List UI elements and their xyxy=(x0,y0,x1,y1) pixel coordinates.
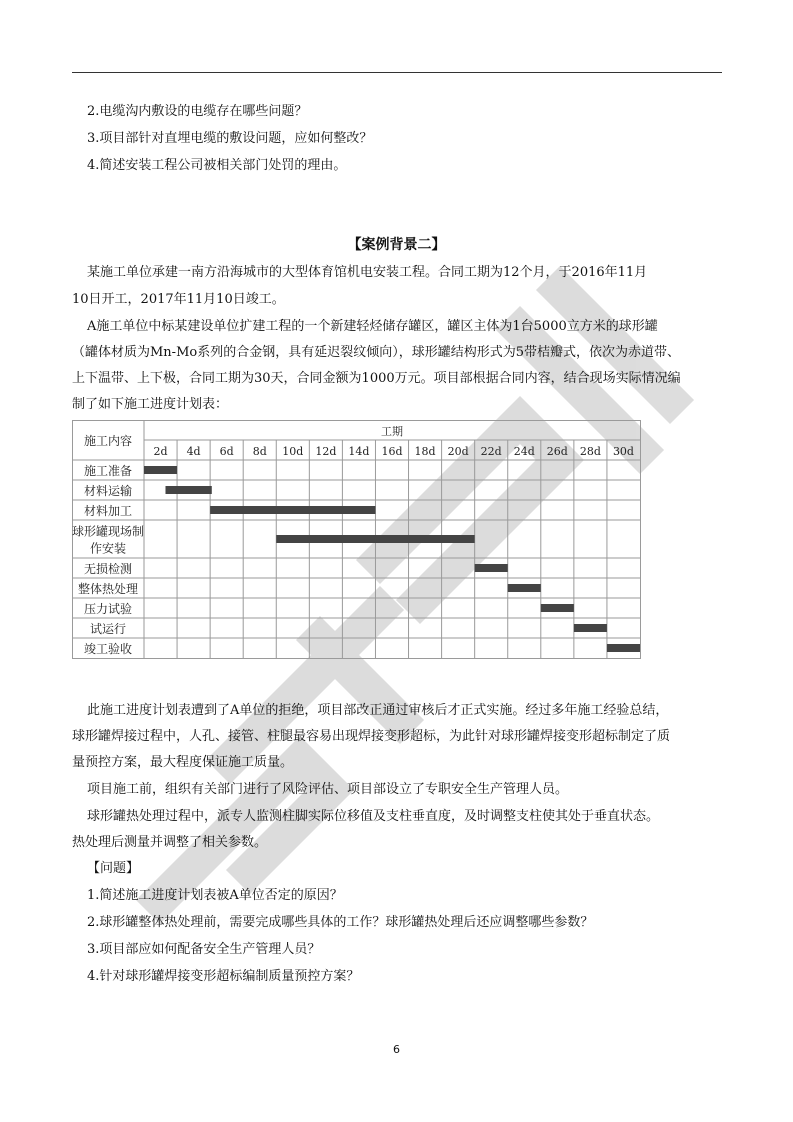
period-tick-label: 14d xyxy=(348,445,370,458)
paragraph2-line3: 上下温带、上下极，合同工期为30天，合同金额为1000万元。项目部根据合同内容，结合现场实际情况编 xyxy=(72,371,681,386)
period-tick-label: 2d xyxy=(153,445,168,458)
question-1: 1.简述施工进度计划表被A单位否定的原因？ xyxy=(87,888,343,903)
question-4: 4.针对球形罐焊接变形超标编制质量预控方案？ xyxy=(87,969,360,984)
prev-question-2: 2.电缆沟内敷设的电缆存在哪些问题？ xyxy=(87,104,308,119)
task-label: 球形罐现场制 xyxy=(72,524,145,539)
schedule-gantt-table xyxy=(72,420,642,660)
paragraph2-line2: （罐体材质为Mn-Mo系列的合金钢，具有延迟裂纹倾向），球形罐结构形式为5带桔瓣式，依次为赤道带、 xyxy=(72,345,680,360)
task-label: 材料加工 xyxy=(83,504,133,518)
prev-question-3: 3.项目部针对直埋电缆的敷设问题，应如何整改？ xyxy=(87,131,373,146)
period-tick-label: 10d xyxy=(282,445,304,458)
question-2: 2.球形罐整体热处理前，需要完成哪些具体的工作？球形罐热处理后还应调整哪些参数？ xyxy=(87,915,594,930)
gantt-bar xyxy=(574,624,607,632)
period-tick-label: 22d xyxy=(480,445,502,458)
period-tick-label: 12d xyxy=(315,445,337,458)
period-tick-label: 6d xyxy=(219,445,234,458)
period-tick-label: 8d xyxy=(252,445,267,458)
period-tick-label: 16d xyxy=(381,445,403,458)
gantt-bar xyxy=(210,506,375,514)
gantt-bar xyxy=(607,644,640,652)
questions-label: 【问题】 xyxy=(87,861,140,876)
page-number: 6 xyxy=(393,1043,400,1056)
task-label: 试运行 xyxy=(89,622,127,636)
task-label: 作安装 xyxy=(89,541,127,556)
paragraph2-line4: 制了如下施工进度计划表： xyxy=(72,397,229,412)
period-tick-label: 4d xyxy=(186,445,201,458)
task-label: 竣工验收 xyxy=(83,642,133,656)
task-label: 整体热处理 xyxy=(77,582,139,596)
paragraph4: 项目施工前，组织有关部门进行了风险评估、项目部设立了专职安全生产管理人员。 xyxy=(87,782,569,797)
gantt-bar xyxy=(165,486,211,494)
header-period-label: 工期 xyxy=(381,425,403,438)
task-label: 无损检测 xyxy=(83,562,133,576)
paragraph5-line2: 热处理后测量并调整了相关参数。 xyxy=(72,835,268,850)
prev-question-4: 4.简述安装工程公司被相关部门处罚的理由。 xyxy=(87,158,347,173)
paragraph1-line1: 某施工单位承建一南方沿海城市的大型体育馆机电安装工程。合同工期为12个月，于2016年11月 xyxy=(87,265,648,280)
header-rule xyxy=(72,72,722,73)
period-tick-label: 24d xyxy=(513,445,535,458)
question-3: 3.项目部应如何配备安全生产管理人员？ xyxy=(87,942,321,957)
gantt-bar xyxy=(508,584,541,592)
period-tick-label: 28d xyxy=(579,445,601,458)
paragraph3-line3: 量预控方案，最大程度保证施工质量。 xyxy=(72,755,294,770)
paragraph3-line2: 球形罐焊接过程中，人孔、接管、柱腿最容易出现焊接变形超标，为此针对球形罐焊接变形超标制定了质 xyxy=(72,729,671,744)
gantt-bar xyxy=(541,604,574,612)
period-tick-label: 30d xyxy=(612,445,634,458)
case-title: 【案例背景二】 xyxy=(347,237,446,253)
gantt-bar xyxy=(276,535,474,543)
task-label: 施工准备 xyxy=(83,464,133,478)
paragraph2-line1: A施工单位中标某建设单位扩建工程的一个新建轻烃储存罐区，罐区主体为1台5000立方米的球形罐 xyxy=(87,319,658,334)
task-label: 材料运输 xyxy=(83,484,133,498)
gantt-bar xyxy=(144,466,177,474)
paragraph1-line2: 10日开工，2017年11月10日竣工。 xyxy=(72,292,285,307)
header-task-label: 施工内容 xyxy=(83,434,133,448)
period-tick-label: 26d xyxy=(546,445,568,458)
paragraph5-line1: 球形罐热处理过程中，派专人监测柱脚实际位移值及支柱垂直度，及时调整支柱使其处于垂直状态。 xyxy=(87,809,660,824)
period-tick-label: 18d xyxy=(414,445,436,458)
paragraph3-line1: 此施工进度计划表遭到了A单位的拒绝，项目部改正通过审核后才正式实施。经过多年施工经验总结， xyxy=(87,703,669,718)
period-tick-label: 20d xyxy=(447,445,469,458)
task-label: 压力试验 xyxy=(83,602,133,616)
gantt-bar xyxy=(475,564,508,572)
